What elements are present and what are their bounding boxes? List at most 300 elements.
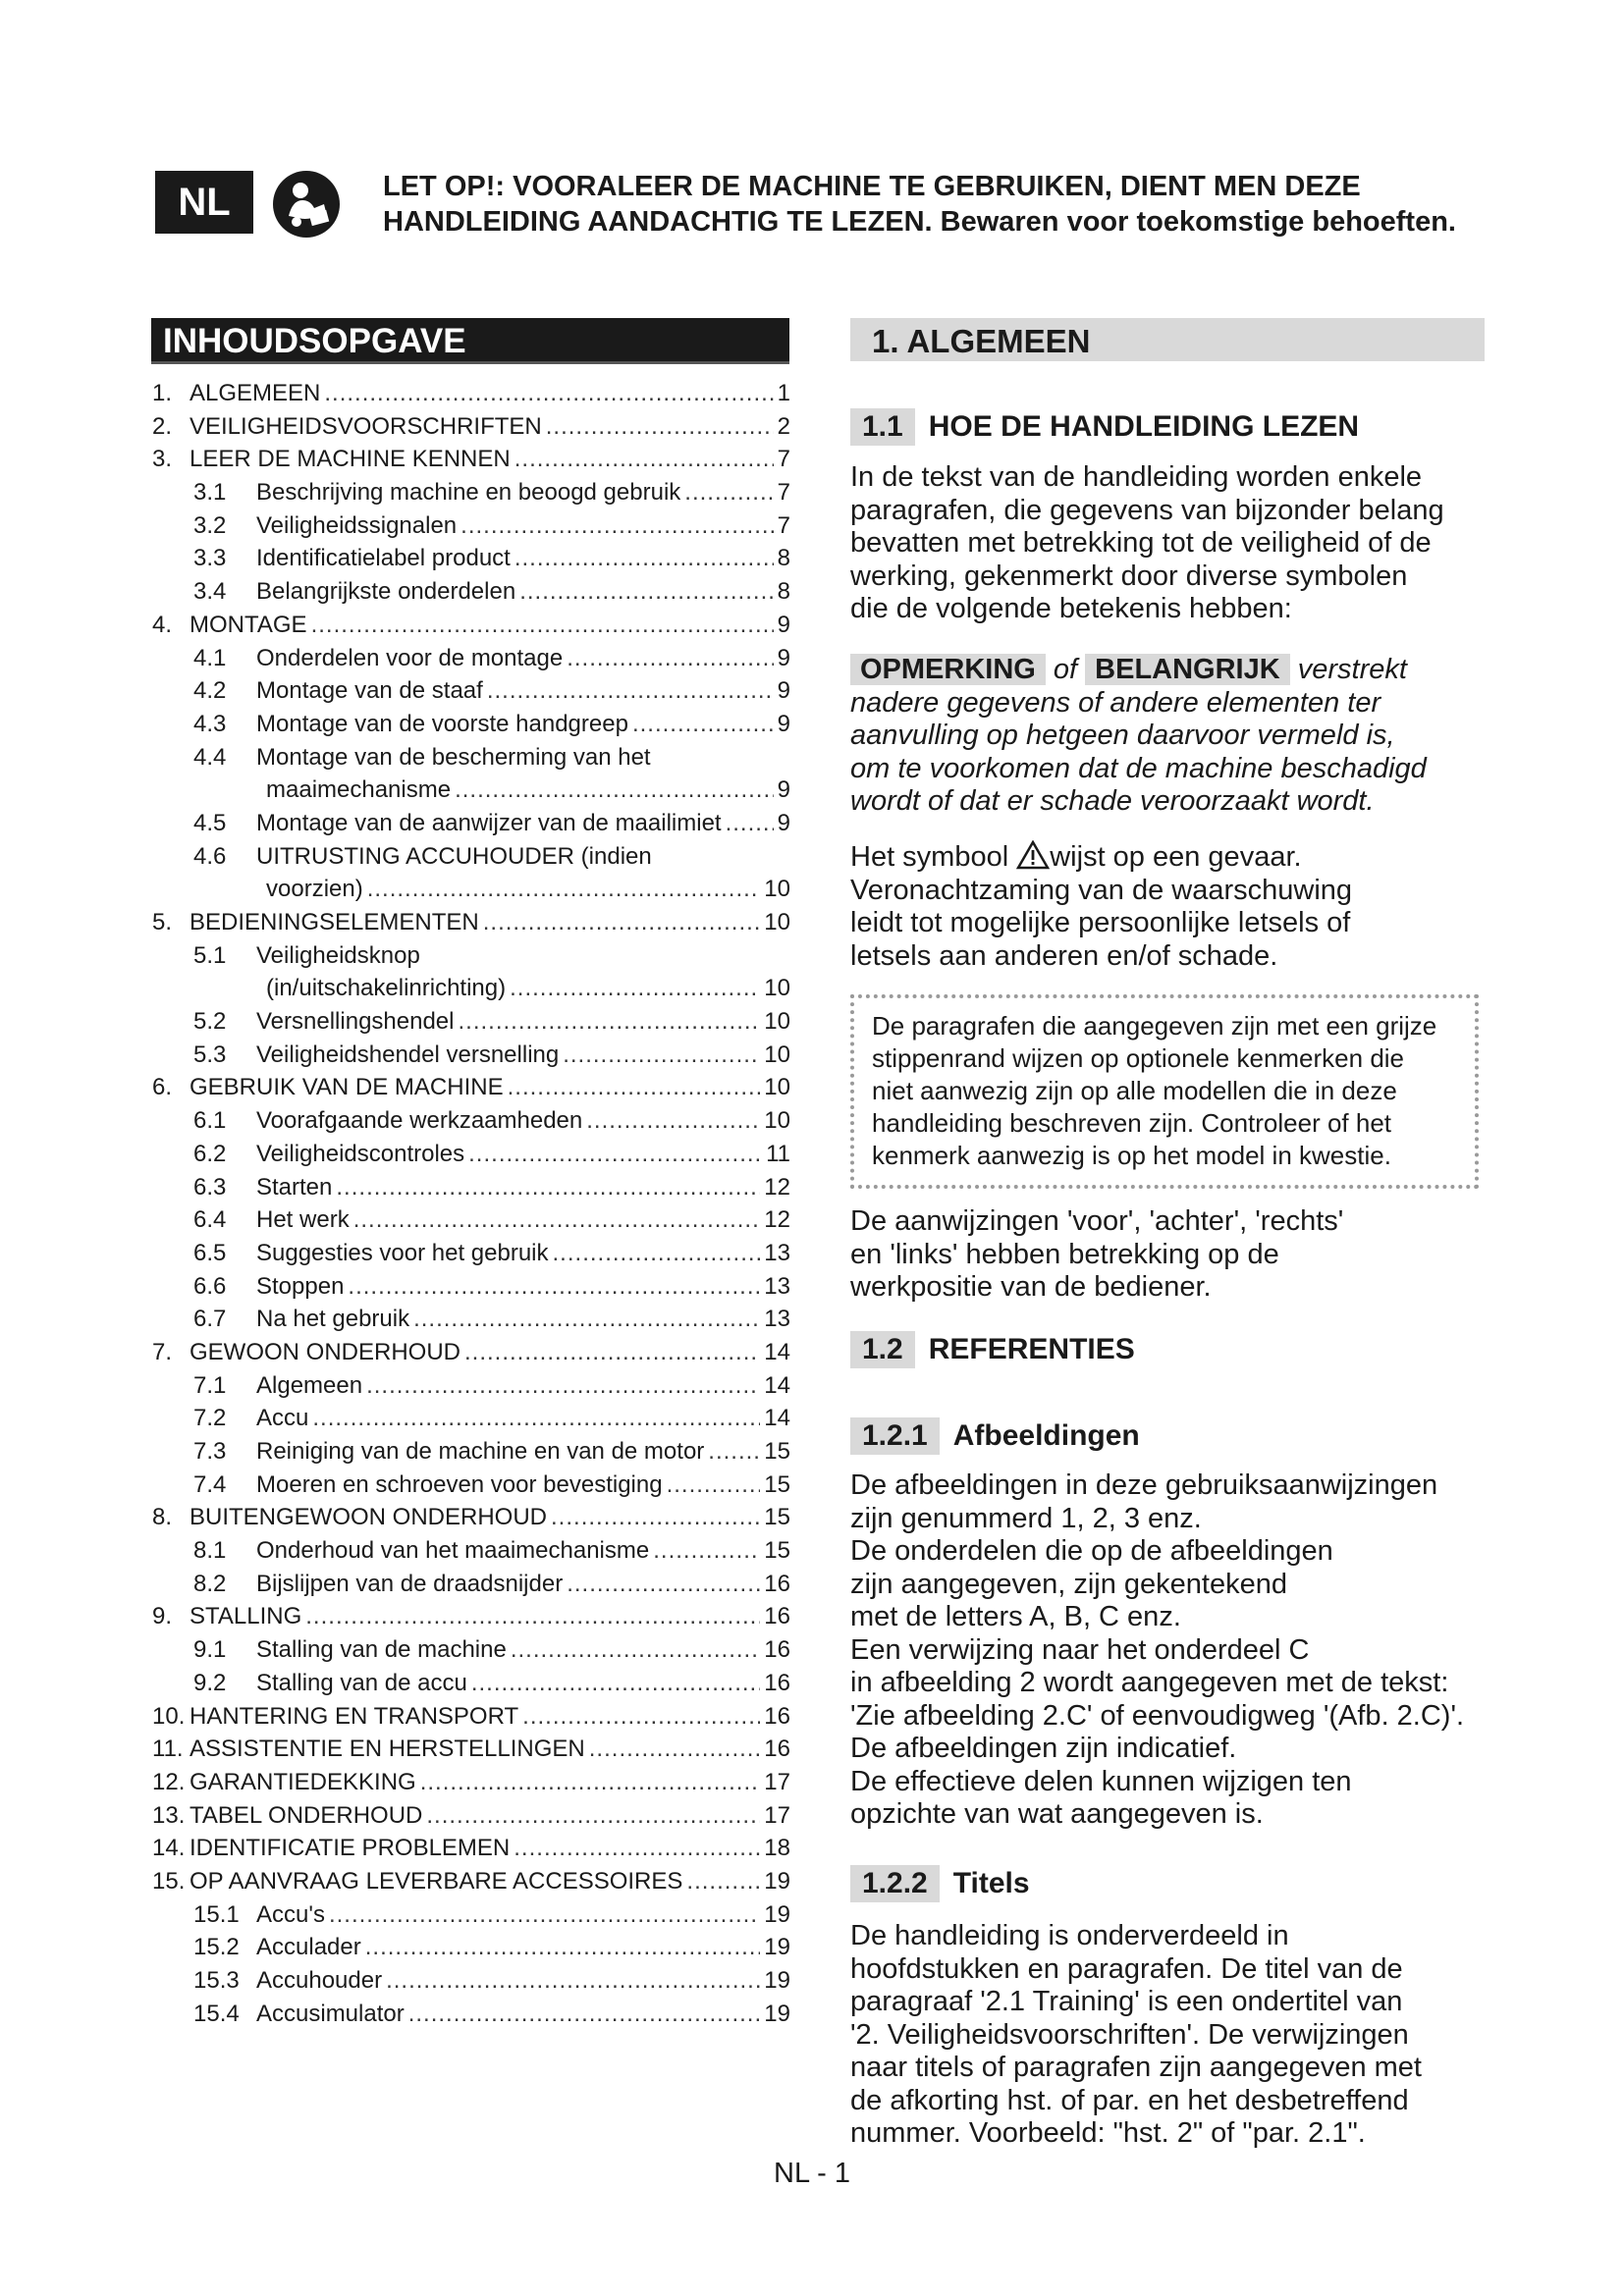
- text-line: letsels aan anderen en/of schade.: [850, 939, 1278, 972]
- toc-entry-label: Veiligheidshendel versnelling: [256, 1041, 560, 1068]
- toc-entry-label: (in/uitschakelinrichting): [266, 975, 507, 1002]
- toc-entry: [152, 1438, 790, 1471]
- toc-entry-page: 13: [764, 1306, 790, 1333]
- toc-entry: [152, 1868, 790, 1901]
- toc-entry-page: 13: [764, 1272, 790, 1300]
- toc-entry: [152, 479, 790, 512]
- toc-leader-dots: [471, 1670, 760, 1697]
- toc-entry-page: 15: [764, 1470, 790, 1498]
- toc-entry: [152, 942, 790, 976]
- toc-leader-dots: [684, 479, 773, 507]
- toc-entry: [152, 512, 790, 546]
- toc-entry-page: 12: [764, 1206, 790, 1234]
- toc-entry-label: STALLING: [189, 1603, 302, 1630]
- toc-entry-label: GARANTIEDEKKING: [189, 1768, 416, 1795]
- toc-entry: [152, 1967, 790, 2001]
- toc-leader-dots: [312, 1405, 760, 1432]
- toc-leader-dots: [464, 1339, 760, 1366]
- toc-entry-number: 4.4: [193, 743, 227, 771]
- toc-entry-number: 3.1: [193, 479, 227, 507]
- warning-triangle-icon: [1016, 840, 1050, 870]
- important-label: BELANGRIJK: [1085, 654, 1290, 685]
- toc-entry-label: Het werk: [256, 1206, 350, 1234]
- text-line: Een verwijzing naar het onderdeel C: [850, 1633, 1310, 1666]
- toc-entry-number: 15.2: [193, 1934, 240, 1961]
- toc-entry: [152, 1835, 790, 1868]
- toc-entry: [152, 876, 790, 909]
- toc-entry-label: Beschrijving machine en beoogd gebruik: [256, 479, 681, 507]
- toc-entry: [152, 1670, 790, 1703]
- toc-entry: [152, 1802, 790, 1836]
- toc-entry-page: 16: [764, 1702, 790, 1730]
- section-title: Titels: [952, 1867, 1030, 1899]
- text-fragment: of: [1053, 654, 1078, 685]
- toc-entry: [152, 1240, 790, 1273]
- toc-entry-page: 16: [764, 1636, 790, 1664]
- toc-entry: [152, 645, 790, 678]
- toc-entry-page: 10: [764, 975, 790, 1002]
- toc-entry: [152, 1703, 790, 1736]
- toc-leader-dots: [514, 1835, 760, 1862]
- toc-entry-page: 19: [764, 1934, 790, 1961]
- toc-entry-label: Suggesties voor het gebruik: [256, 1239, 549, 1266]
- toc-leader-dots: [420, 1769, 761, 1796]
- toc-entry-number: 6.3: [193, 1173, 227, 1201]
- toc-leader-dots: [519, 578, 773, 606]
- toc-entry-label: Montage van de aanwijzer van de maailimiet: [256, 809, 722, 836]
- toc-entry-page: 15: [764, 1504, 790, 1531]
- text-line: met de letters A, B, C enz.: [850, 1601, 1181, 1632]
- toc-entry: [152, 413, 790, 447]
- toc-entry-label: GEWOON ONDERHOUD: [189, 1338, 460, 1365]
- text-line: en 'links' hebben betrekking op de: [850, 1238, 1279, 1270]
- text-line: zijn genummerd 1, 2, 3 enz.: [850, 1502, 1202, 1534]
- toc-entry-label: Veiligheidsknop: [256, 941, 420, 969]
- toc-entry: [152, 1735, 790, 1769]
- toc-entry-page: 17: [764, 1768, 790, 1795]
- toc-entry-label: voorzien): [266, 876, 363, 903]
- toc-entry-number: 14.: [152, 1835, 186, 1862]
- toc-entry: [152, 578, 790, 612]
- toc-leader-dots: [386, 1967, 760, 1995]
- toc-leader-dots: [508, 1074, 761, 1101]
- toc-entry-number: 6.4: [193, 1206, 227, 1234]
- toc-leader-dots: [483, 909, 761, 936]
- toc-entry-number: 6.1: [193, 1107, 227, 1135]
- text-line: In de tekst van de handleiding worden enkele: [850, 461, 1423, 493]
- text-line: niet aanwezig zijn op alle modellen die in deze: [872, 1076, 1397, 1105]
- toc-entry-label: Stalling van de machine: [256, 1636, 507, 1664]
- toc-entry-label: MONTAGE: [189, 611, 307, 638]
- toc-entry: [152, 2001, 790, 2034]
- toc-entry-page: 2: [777, 412, 790, 440]
- text-line: nadere gegevens of andere elementen ter: [850, 686, 1381, 719]
- text-line: bevatten met betrekking tot de veiligheid of de: [850, 527, 1432, 559]
- section-number: 1.2.1: [850, 1417, 940, 1455]
- toc-entry-number: 5.1: [193, 941, 227, 969]
- toc-entry-number: 2.: [152, 412, 173, 440]
- toc-entry-label: BEDIENINGSELEMENTEN: [189, 909, 479, 935]
- toc-entry-page: 15: [764, 1537, 790, 1565]
- toc-entry-page: 9: [777, 776, 790, 804]
- toc-entry-number: 9.2: [193, 1669, 227, 1696]
- toc-leader-dots: [468, 1141, 762, 1168]
- toc-entry: [152, 1174, 790, 1207]
- toc-entry-number: 6.7: [193, 1306, 227, 1333]
- toc-leader-dots: [305, 1603, 760, 1630]
- toc-entry-page: 7: [777, 446, 790, 473]
- text-line: 'Zie afbeelding 2.C' of eenvoudigweg '(Afb. 2.C)'.: [850, 1699, 1465, 1732]
- text-line: werkpositie van de bediener.: [850, 1271, 1212, 1303]
- toc-entry-number: 7.1: [193, 1371, 227, 1399]
- toc-leader-dots: [426, 1802, 760, 1830]
- toc-entry-number: 8.1: [193, 1537, 227, 1565]
- table-of-contents: [152, 380, 790, 2033]
- toc-entry-label: Voorafgaande werkzaamheden: [256, 1107, 583, 1135]
- toc-entry: [152, 744, 790, 777]
- optional-features-box: [850, 994, 1479, 1189]
- toc-entry-page: 10: [764, 909, 790, 935]
- toc-entry-number: 4.2: [193, 677, 227, 705]
- toc-entry-page: 18: [764, 1835, 790, 1862]
- toc-entry-label: UITRUSTING ACCUHOUDER (indien: [256, 842, 652, 870]
- toc-entry-number: 6.6: [193, 1272, 227, 1300]
- toc-entry: [152, 1537, 790, 1571]
- text-line: paragrafen, die gegevens van bijzonder belang: [850, 494, 1444, 526]
- toc-entry: [152, 380, 790, 413]
- text-line: wordt of dat er schade veroorzaakt wordt.: [850, 785, 1375, 817]
- text-line: zijn aangegeven, zijn gekentekend: [850, 1568, 1287, 1600]
- toc-entry: [152, 711, 790, 744]
- toc-entry-label: Versnellingshendel: [256, 1008, 455, 1036]
- toc-entry: [152, 545, 790, 578]
- text-line: handleiding beschreven zijn. Controleer of het: [872, 1108, 1392, 1138]
- toc-leader-dots: [653, 1537, 760, 1565]
- language-badge: NL: [155, 171, 253, 234]
- toc-entry: [152, 1471, 790, 1505]
- text-line: Veronachtzaming van de waarschuwing: [850, 874, 1353, 906]
- toc-entry-page: 13: [764, 1239, 790, 1266]
- toc-entry-number: 5.3: [193, 1041, 227, 1068]
- toc-entry-label: Acculader: [256, 1934, 361, 1961]
- toc-entry-number: 7.: [152, 1338, 173, 1365]
- toc-entry-label: Reiniging van de machine en van de motor: [256, 1438, 705, 1465]
- toc-entry-page: 7: [777, 479, 790, 507]
- toc-entry-number: 7.4: [193, 1470, 227, 1498]
- toc-entry-page: 10: [764, 1041, 790, 1068]
- toc-entry: [152, 909, 790, 942]
- toc-entry-label: Accu's: [256, 1900, 325, 1928]
- toc-entry: [152, 1769, 790, 1802]
- intro-paragraph: [850, 461, 1489, 626]
- toc-entry-number: 6.: [152, 1074, 173, 1101]
- toc-entry: [152, 1934, 790, 1967]
- toc-entry-page: 10: [764, 1074, 790, 1101]
- toc-entry-number: 9.1: [193, 1636, 227, 1664]
- toc-entry: [152, 677, 790, 711]
- text-line: aanvulling op hetgeen daarvoor vermeld is,: [850, 720, 1395, 751]
- toc-entry: [152, 1141, 790, 1174]
- section-1-2-heading: [850, 1331, 1135, 1368]
- toc-entry: [152, 1107, 790, 1141]
- text-line: opzichte van wat aangegeven is.: [850, 1798, 1264, 1830]
- toc-entry-number: 3.4: [193, 578, 227, 606]
- text-line: kenmerk aanwezig is op het model in kwestie.: [872, 1141, 1391, 1170]
- toc-entry-label: ALGEMEEN: [189, 380, 321, 406]
- toc-entry-page: 12: [764, 1173, 790, 1201]
- toc-entry: [152, 1339, 790, 1372]
- toc-entry: [152, 1306, 790, 1339]
- toc-entry-page: 17: [764, 1801, 790, 1829]
- text-line: paragraaf '2.1 Training' is een ondertitel van: [850, 1986, 1403, 2017]
- section-1-1-heading: [850, 408, 1359, 446]
- toc-entry-page: 9: [777, 644, 790, 671]
- toc-entry-page: 11: [766, 1140, 790, 1167]
- section-number: 1.2: [850, 1331, 915, 1368]
- toc-title: INHOUDSOPGAVE: [163, 322, 466, 360]
- toc-entry-number: 6.5: [193, 1239, 227, 1266]
- toc-leader-dots: [460, 512, 773, 540]
- toc-leader-dots: [408, 2001, 761, 2028]
- toc-entry-page: 19: [764, 2000, 790, 2027]
- toc-leader-dots: [511, 1636, 760, 1664]
- toc-entry-number: 4.3: [193, 710, 227, 737]
- toc-entry-page: 10: [764, 1008, 790, 1036]
- toc-entry-label: LEER DE MACHINE KENNEN: [189, 446, 511, 473]
- toc-entry-label: Identificatielabel product: [256, 545, 511, 572]
- toc-entry-page: 14: [764, 1371, 790, 1399]
- toc-entry-label: Accu: [256, 1405, 309, 1432]
- section-title: REFERENTIES: [928, 1333, 1135, 1365]
- toc-leader-dots: [510, 975, 760, 1002]
- toc-leader-dots: [686, 1868, 760, 1896]
- toc-entry-number: 11.: [152, 1735, 184, 1763]
- text-line: stippenrand wijzen op optionele kenmerken die: [872, 1043, 1405, 1073]
- toc-entry-number: 8.2: [193, 1570, 227, 1597]
- toc-entry: [152, 1008, 790, 1041]
- toc-entry: [152, 446, 790, 479]
- toc-entry-page: 10: [764, 876, 790, 903]
- toc-entry-number: 3.2: [193, 511, 227, 539]
- toc-entry-number: 7.3: [193, 1438, 227, 1465]
- toc-leader-dots: [551, 1504, 760, 1531]
- toc-leader-dots: [563, 1041, 760, 1069]
- toc-entry: [152, 1504, 790, 1537]
- directions-paragraph: [850, 1205, 1489, 1305]
- toc-leader-dots: [324, 380, 773, 407]
- toc-entry-page: 16: [764, 1669, 790, 1696]
- toc-leader-dots: [553, 1240, 761, 1267]
- toc-leader-dots: [726, 810, 774, 837]
- toc-leader-dots: [367, 876, 761, 903]
- toc-entry: [152, 1603, 790, 1636]
- text-line: De handleiding is onderverdeeld in: [850, 1920, 1289, 1951]
- toc-entry-number: 5.: [152, 909, 173, 935]
- toc-entry-page: 9: [777, 677, 790, 705]
- toc-leader-dots: [522, 1703, 760, 1731]
- toc-entry-page: 8: [777, 578, 790, 606]
- toc-leader-dots: [348, 1273, 760, 1301]
- section-number: 1.1: [850, 408, 915, 446]
- text-line: De effectieve delen kunnen wijzigen ten: [850, 1765, 1352, 1797]
- text-line: De aanwijzingen 'voor', 'achter', 'rechts': [850, 1205, 1344, 1237]
- toc-entry-label: HANTERING EN TRANSPORT: [189, 1702, 519, 1730]
- toc-leader-dots: [336, 1174, 760, 1201]
- toc-entry-number: 7.2: [193, 1405, 227, 1432]
- toc-leader-dots: [413, 1306, 760, 1333]
- toc-leader-dots: [632, 711, 774, 738]
- text-line: '2. Veiligheidsvoorschriften'. De verwijzingen: [850, 2018, 1409, 2051]
- toc-entry-label: Stoppen: [256, 1272, 345, 1300]
- toc-entry-label: IDENTIFICATIE PROBLEMEN: [189, 1835, 511, 1862]
- section-title: HOE DE HANDLEIDING LEZEN: [928, 410, 1360, 443]
- toc-entry-page: 7: [777, 511, 790, 539]
- toc-leader-dots: [667, 1471, 761, 1499]
- text-line: om te voorkomen dat de machine beschadigd: [850, 752, 1427, 784]
- toc-leader-dots: [586, 1107, 760, 1135]
- toc-entry-number: 1.: [152, 380, 173, 406]
- toc-entry-label: maaimechanisme: [266, 776, 452, 804]
- toc-entry-label: Na het gebruik: [256, 1306, 410, 1333]
- toc-leader-dots: [487, 677, 774, 705]
- toc-entry-number: 15.4: [193, 2000, 240, 2027]
- toc-entry: [152, 612, 790, 645]
- warning-line-1: LET OP!: VOORALEER DE MACHINE TE GEBRUIKEN, DIENT MEN DEZE: [383, 171, 1361, 202]
- toc-entry-page: 9: [777, 710, 790, 737]
- toc-leader-dots: [365, 1934, 761, 1961]
- toc-entry-label: OP AANVRAAG LEVERBARE ACCESSOIRES: [189, 1867, 683, 1895]
- toc-entry-number: 4.6: [193, 842, 227, 870]
- toc-entry-label: Veiligheidssignalen: [256, 511, 458, 539]
- toc-leader-dots: [329, 1901, 760, 1929]
- toc-entry: [152, 1206, 790, 1240]
- text-line: hoofdstukken en paragrafen. De titel van de: [850, 1952, 1403, 1985]
- toc-entry-page: 9: [777, 611, 790, 638]
- titles-paragraph: [850, 1920, 1489, 2151]
- toc-leader-dots: [567, 645, 773, 672]
- toc-entry-page: 16: [764, 1570, 790, 1597]
- toc-leader-dots: [708, 1438, 760, 1466]
- toc-entry-page: 19: [764, 1967, 790, 1994]
- toc-leader-dots: [514, 545, 774, 572]
- toc-entry-label: GEBRUIK VAN DE MACHINE: [189, 1074, 504, 1101]
- toc-entry-number: 3.3: [193, 545, 227, 572]
- toc-entry: [152, 843, 790, 877]
- toc-leader-dots: [455, 776, 774, 804]
- toc-entry-number: 4.5: [193, 809, 227, 836]
- read-manual-icon: [271, 169, 342, 240]
- text-line: De paragrafen die aangegeven zijn met een grijze: [872, 1011, 1437, 1041]
- toc-entry-label: TABEL ONDERHOUD: [189, 1801, 423, 1829]
- toc-entry: [152, 810, 790, 843]
- section-1-title: 1. ALGEMEEN: [872, 323, 1091, 359]
- toc-entry-number: 8.: [152, 1504, 173, 1531]
- text-line: De afbeeldingen zijn indicatief.: [850, 1733, 1237, 1764]
- toc-entry-label: Accuhouder: [256, 1967, 383, 1994]
- toc-entry-label: Onderdelen voor de montage: [256, 644, 564, 671]
- page-number: NL - 1: [774, 2158, 850, 2189]
- toc-entry-label: Algemeen: [256, 1371, 363, 1399]
- toc-entry-number: 13.: [152, 1801, 186, 1829]
- toc-entry-label: Moeren en schroeven voor bevestiging: [256, 1470, 663, 1498]
- text-line: werking, gekenmerkt door diverse symbolen: [850, 560, 1408, 592]
- toc-entry-number: 3.: [152, 446, 173, 473]
- text-line: nummer. Voorbeeld: "hst. 2" of "par. 2.1".: [850, 2117, 1366, 2149]
- toc-entry: [152, 1636, 790, 1670]
- toc-entry-page: 14: [764, 1405, 790, 1432]
- section-1-2-2-heading: [850, 1865, 1030, 1902]
- toc-leader-dots: [366, 1372, 760, 1400]
- toc-entry-number: 6.2: [193, 1140, 227, 1167]
- toc-entry: [152, 975, 790, 1008]
- toc-entry-label: Montage van de staaf: [256, 677, 483, 705]
- toc-entry-label: Veiligheidscontroles: [256, 1140, 465, 1167]
- text-fragment: verstrekt: [1297, 654, 1407, 685]
- toc-entry-label: Stalling van de accu: [256, 1669, 467, 1696]
- toc-entry-page: 16: [764, 1735, 790, 1763]
- toc-entry-number: 4.: [152, 611, 173, 638]
- text-line: in afbeelding 2 wordt aangegeven met de tekst:: [850, 1667, 1449, 1698]
- toc-entry-number: 5.2: [193, 1008, 227, 1036]
- text-fragment: Het symbool: [850, 841, 1009, 873]
- toc-entry-label: ASSISTENTIE EN HERSTELLINGEN: [189, 1735, 585, 1763]
- toc-entry: [152, 1571, 790, 1604]
- toc-entry-number: 9.: [152, 1603, 173, 1630]
- toc-entry-page: 9: [777, 809, 790, 836]
- toc-entry-number: 15.: [152, 1867, 186, 1895]
- note-paragraph: [850, 654, 1489, 819]
- toc-entry: [152, 1405, 790, 1438]
- toc-entry-page: 8: [777, 545, 790, 572]
- warning-header: [383, 169, 1532, 240]
- section-number: 1.2.2: [850, 1865, 940, 1902]
- text-line: leidt tot mogelijke persoonlijke letsels of: [850, 907, 1351, 938]
- toc-leader-dots: [589, 1735, 761, 1763]
- toc-entry: [152, 1041, 790, 1075]
- toc-entry-page: 19: [764, 1867, 790, 1895]
- toc-leader-dots: [353, 1206, 761, 1234]
- toc-entry-number: 12.: [152, 1768, 186, 1795]
- toc-entry-label: Montage van de bescherming van het: [256, 743, 651, 771]
- toc-leader-dots: [311, 612, 774, 639]
- text-line: die de volgende betekenis hebben:: [850, 593, 1292, 624]
- text-line: De afbeeldingen in deze gebruiksaanwijzingen: [850, 1469, 1438, 1501]
- text-line: naar titels of paragrafen zijn aangegeven met: [850, 2052, 1422, 2083]
- toc-entry-page: 1: [777, 380, 790, 406]
- note-label: OPMERKING: [850, 654, 1046, 685]
- section-1-2-1-heading: [850, 1417, 1140, 1455]
- toc-leader-dots: [514, 446, 774, 473]
- toc-entry: [152, 776, 790, 810]
- toc-entry-label: Onderhoud van het maaimechanisme: [256, 1537, 650, 1565]
- toc-entry-number: 15.3: [193, 1967, 240, 1994]
- toc-leader-dots: [567, 1571, 760, 1598]
- toc-entry: [152, 1074, 790, 1107]
- toc-entry-number: 4.1: [193, 644, 227, 671]
- toc-entry-page: 10: [764, 1107, 790, 1135]
- section-title: Afbeeldingen: [952, 1419, 1140, 1452]
- toc-entry-number: 15.1: [193, 1900, 240, 1928]
- text-line: De onderdelen die op de afbeeldingen: [850, 1535, 1333, 1567]
- toc-entry-label: VEILIGHEIDSVOORSCHRIFTEN: [189, 412, 542, 440]
- toc-entry-label: Montage van de voorste handgreep: [256, 710, 628, 737]
- warning-line-2: HANDLEIDING AANDACHTIG TE LEZEN. Bewaren voor toekomstige behoeften.: [383, 206, 1456, 238]
- toc-entry-label: BUITENGEWOON ONDERHOUD: [189, 1504, 548, 1531]
- toc-entry-label: Accusimulator: [256, 2000, 405, 2027]
- toc-entry: [152, 1901, 790, 1935]
- toc-entry-label: Starten: [256, 1173, 333, 1201]
- figures-paragraph: [850, 1469, 1489, 1832]
